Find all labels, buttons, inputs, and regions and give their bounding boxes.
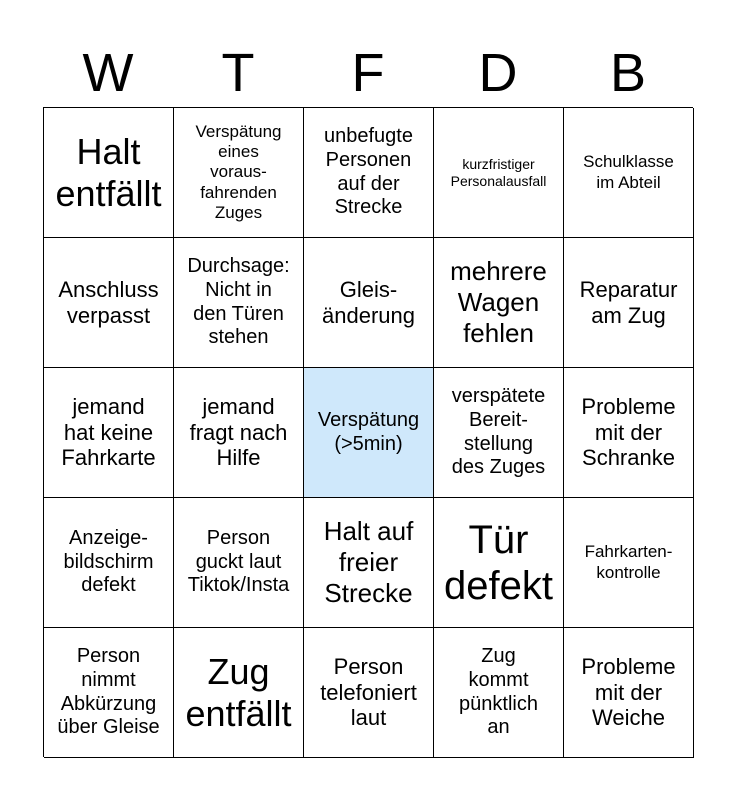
bingo-cell-r3c4[interactable]: verspätete Bereit- stellung des Zuges	[434, 368, 564, 498]
bingo-cell-r5c2[interactable]: Zug entfällt	[174, 628, 304, 758]
bingo-header	[43, 38, 693, 108]
bingo-cell-r2c1[interactable]: Anschluss verpasst	[44, 238, 174, 368]
bingo-cell-r1c1[interactable]: Halt entfällt	[44, 108, 174, 238]
bingo-cell-r5c4[interactable]: Zug kommt pünktlich an	[434, 628, 564, 758]
bingo-cell-r3c2[interactable]: jemand fragt nach Hilfe	[174, 368, 304, 498]
bingo-cell-r2c4[interactable]: mehrere Wagen fehlen	[434, 238, 564, 368]
bingo-cell-r4c1[interactable]: Anzeige- bildschirm defekt	[44, 498, 174, 628]
header-letter-d: D	[478, 43, 518, 103]
bingo-cell-r3c5[interactable]: Probleme mit der Schranke	[564, 368, 694, 498]
bingo-cell-r2c5[interactable]: Reparatur am Zug	[564, 238, 694, 368]
bingo-cell-free[interactable]: Verspätung (>5min)	[304, 368, 434, 498]
bingo-cell-r5c5[interactable]: Probleme mit der Weiche	[564, 628, 694, 758]
header-letter-b: B	[609, 43, 647, 103]
bingo-cell-r4c3[interactable]: Halt auf freier Strecke	[304, 498, 434, 628]
bingo-cell-r2c2[interactable]: Durchsage: Nicht in den Türen stehen	[174, 238, 304, 368]
bingo-cell-r5c3[interactable]: Person telefoniert laut	[304, 628, 434, 758]
header-letter-w: W	[82, 43, 134, 103]
bingo-cell-r1c5[interactable]: Schulklasse im Abteil	[564, 108, 694, 238]
bingo-cell-r4c2[interactable]: Person guckt laut Tiktok/Insta	[174, 498, 304, 628]
bingo-cell-r1c3[interactable]: unbefugte Personen auf der Strecke	[304, 108, 434, 238]
bingo-cell-r2c3[interactable]: Gleis- änderung	[304, 238, 434, 368]
header-letter-f: F	[351, 43, 385, 103]
bingo-cell-r4c5[interactable]: Fahrkarten- kontrolle	[564, 498, 694, 628]
bingo-cell-r1c4[interactable]: kurzfristiger Personalausfall	[434, 108, 564, 238]
bingo-cell-r4c4[interactable]: Tür defekt	[434, 498, 564, 628]
bingo-cell-r5c1[interactable]: Person nimmt Abkürzung über Gleise	[44, 628, 174, 758]
bingo-board	[43, 107, 693, 757]
header-letter-t: T	[221, 43, 255, 103]
bingo-cell-r3c1[interactable]: jemand hat keine Fahrkarte	[44, 368, 174, 498]
bingo-cell-r1c2[interactable]: Verspätung eines voraus- fahrenden Zuges	[174, 108, 304, 238]
